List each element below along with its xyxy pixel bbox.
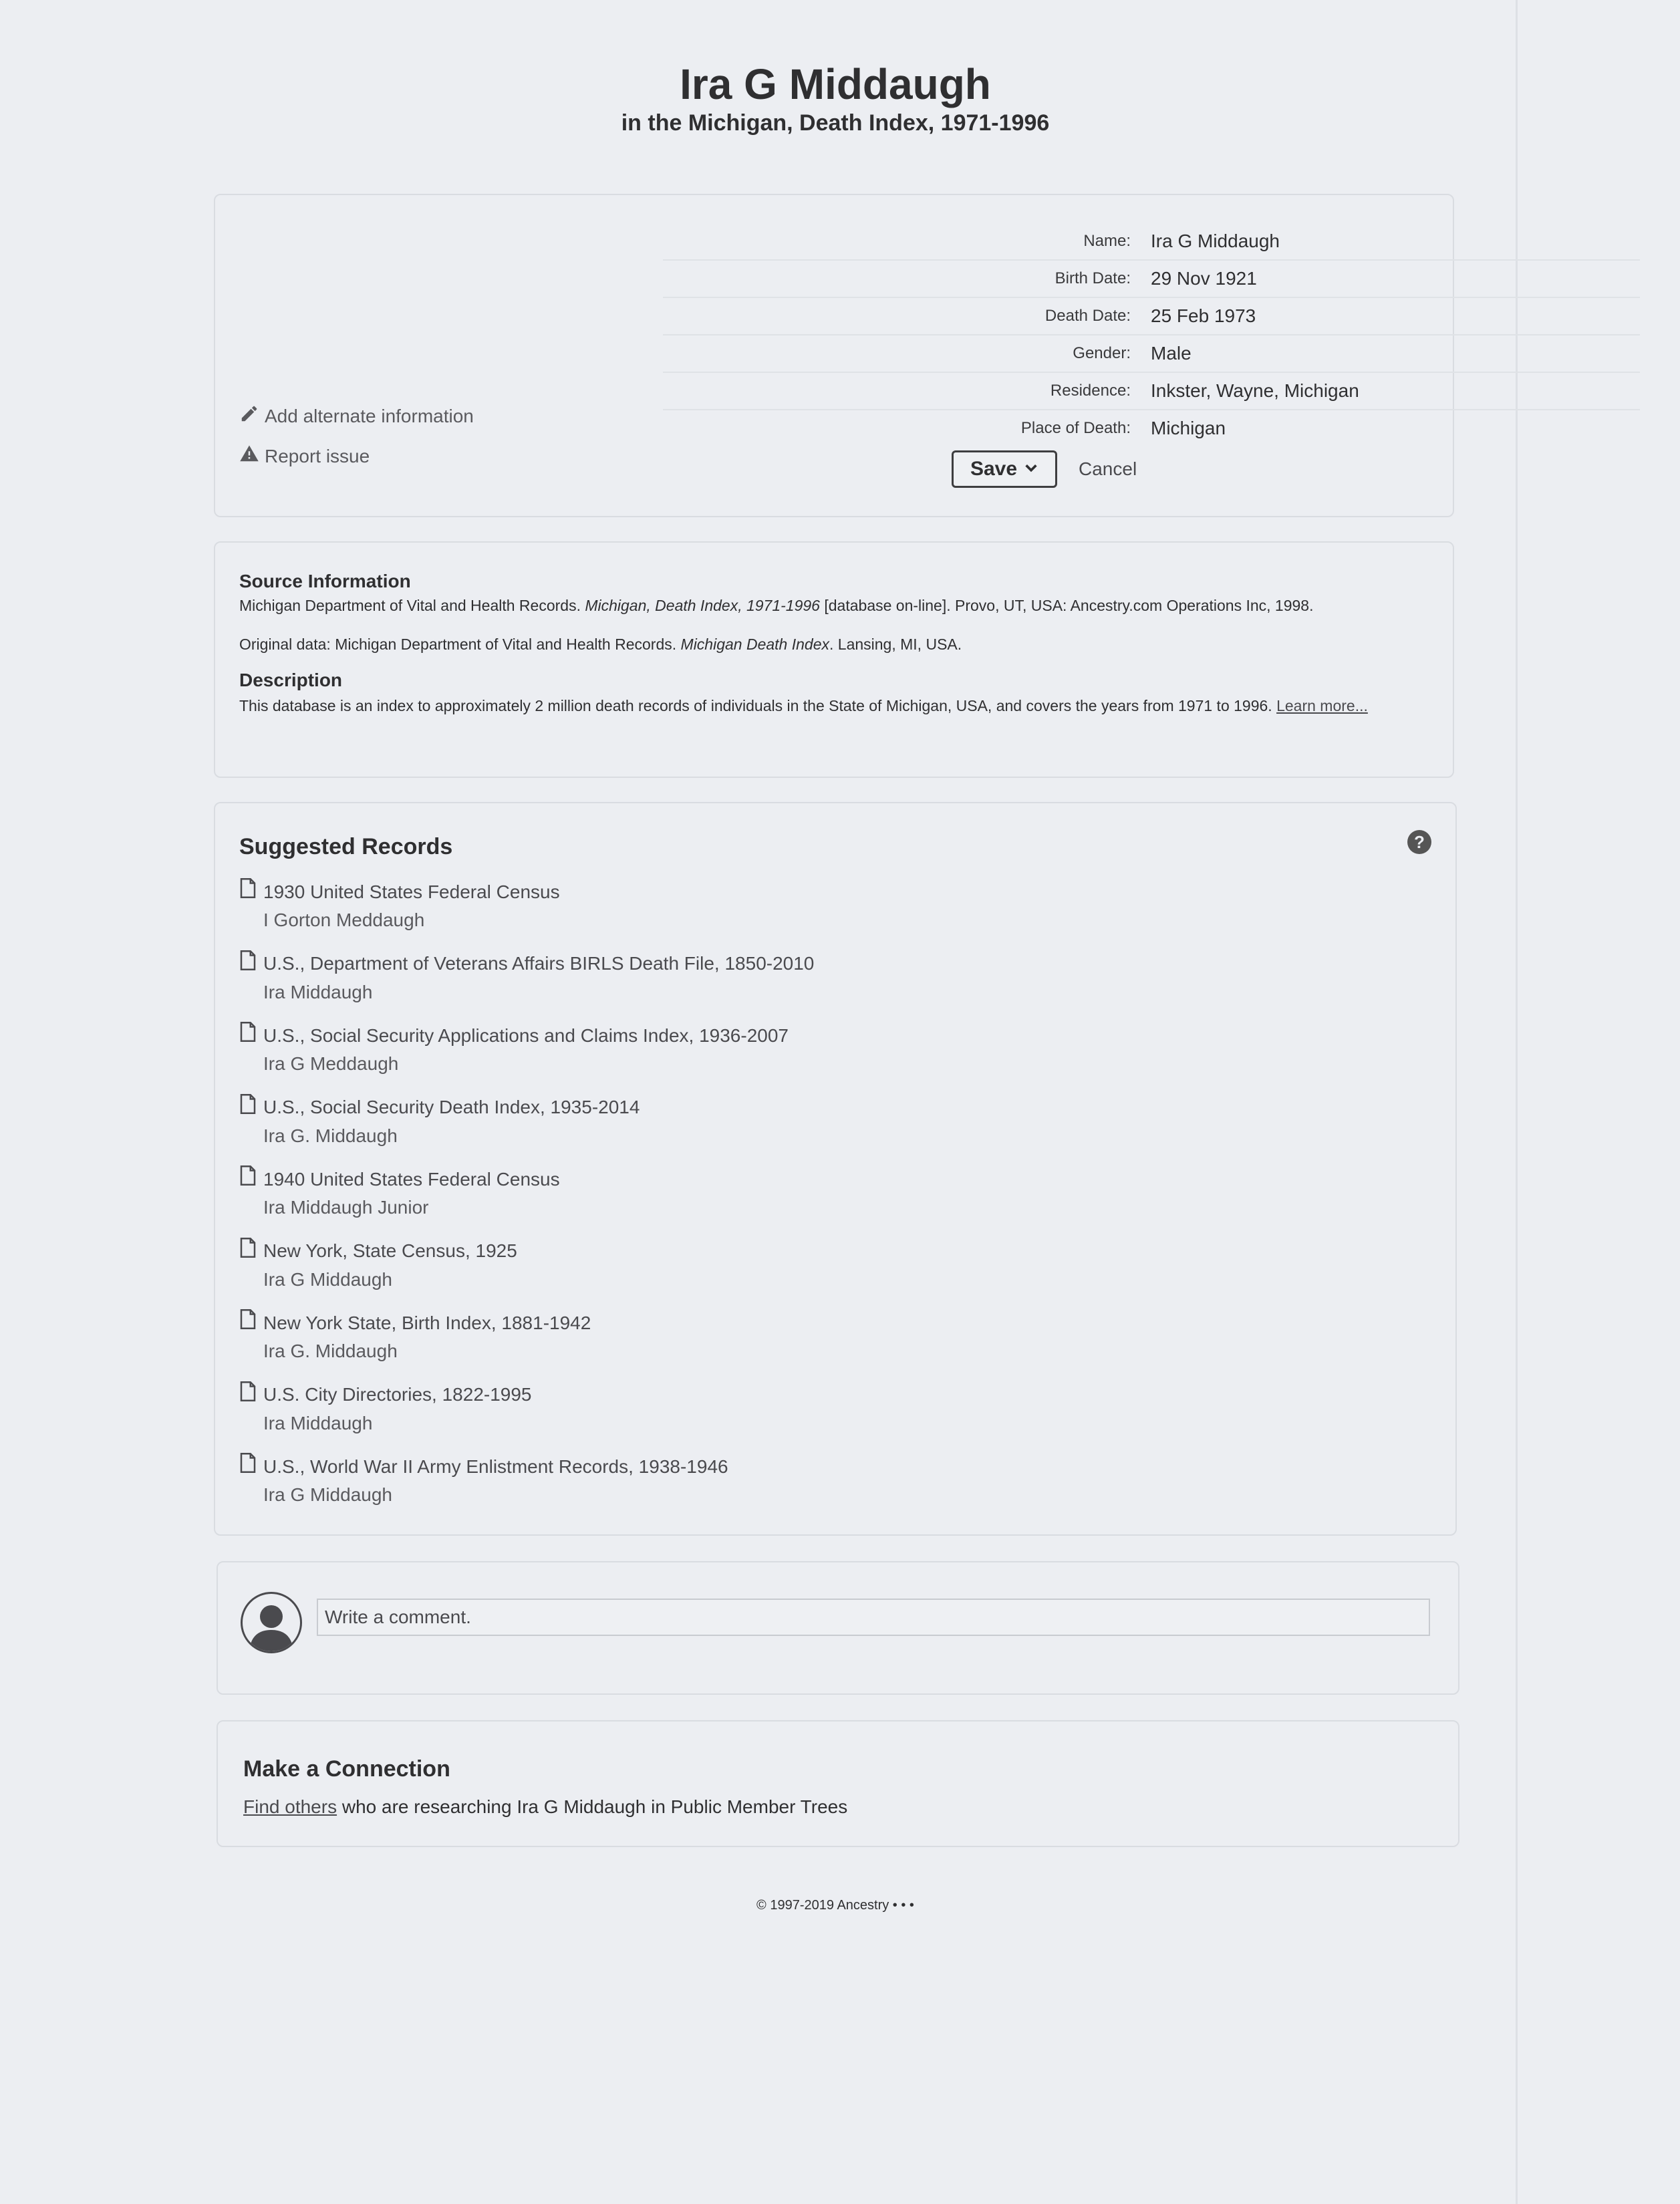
field-label: Death Date:: [1044, 307, 1131, 325]
record-title-link[interactable]: U.S. City Directories, 1822-1995: [263, 1384, 532, 1405]
learn-more-link[interactable]: Learn more...: [1276, 697, 1368, 714]
record-title-link[interactable]: U.S., World War II Army Enlistment Records, 1938-1946: [263, 1456, 728, 1477]
find-others-link[interactable]: Find others: [243, 1796, 337, 1817]
add-alternate-info-link[interactable]: [239, 404, 474, 428]
list-item[interactable]: [239, 950, 814, 1022]
field-row-gender: [663, 335, 1640, 373]
field-label: Residence:: [1050, 382, 1131, 400]
record-title-link[interactable]: U.S., Social Security Applications and Claims Index, 1936-2007: [263, 1024, 789, 1046]
description-text: [239, 691, 1429, 720]
list-item[interactable]: [239, 1453, 814, 1525]
comment-card: [217, 1561, 1459, 1695]
record-person-name: Ira G. Middaugh: [263, 1125, 398, 1146]
citation-text-1: Michigan Department of Vital and Health Records.: [239, 597, 585, 614]
list-item[interactable]: [239, 1165, 814, 1238]
document-icon: [239, 1381, 257, 1409]
original-data: [239, 631, 1429, 658]
record-person-name: Ira G Middaugh: [263, 1484, 392, 1505]
record-card: [214, 194, 1454, 517]
record-person-name: Ira G Middaugh: [263, 1268, 392, 1290]
original-text-1: Original data: Michigan Department of Vital and Health Records.: [239, 636, 681, 653]
report-issue-link[interactable]: [239, 444, 370, 468]
document-icon: [239, 1238, 257, 1265]
save-button[interactable]: [952, 450, 1057, 488]
chevron-down-icon: [1024, 458, 1038, 480]
field-value: Ira G Middaugh: [1151, 231, 1280, 251]
connection-description: who are researching Ira G Middaugh in Public Member Trees: [337, 1796, 848, 1817]
field-value: Michigan: [1151, 418, 1226, 438]
document-icon: [239, 878, 257, 906]
source-info-card: [214, 541, 1454, 778]
report-issue-label: Report issue: [265, 445, 370, 466]
original-title: Michigan Death Index: [680, 636, 829, 653]
record-person-name: Ira G. Middaugh: [263, 1341, 398, 1361]
suggested-records-heading: Suggested Records: [239, 834, 453, 859]
source-info-heading: Source Information: [239, 571, 411, 591]
field-value: Male: [1151, 343, 1192, 364]
field-value: Inkster, Wayne, Michigan: [1151, 380, 1359, 401]
field-row-name: [663, 223, 1640, 261]
page-title: Ira G Middaugh: [680, 60, 991, 108]
record-person-name: Ira Middaugh Junior: [263, 1197, 429, 1218]
description-body: This database is an index to approximately 2 million death records of individuals in the State of Michigan, USA, and covers the years from 1971 to 1996.: [239, 697, 1277, 714]
document-icon: [239, 1165, 257, 1193]
save-label: Save: [970, 458, 1018, 480]
warning-icon: [239, 444, 259, 468]
description-heading: Description: [239, 670, 343, 690]
add-alternate-info-label: Add alternate information: [265, 405, 474, 426]
make-connection-text: [243, 1796, 847, 1818]
field-label: Gender:: [1073, 344, 1131, 362]
comment-input[interactable]: [317, 1599, 1430, 1636]
field-label: Birth Date:: [1055, 269, 1131, 287]
document-icon: [239, 1022, 257, 1049]
avatar: [241, 1592, 302, 1653]
document-icon: [239, 950, 257, 978]
footer: [0, 1898, 1671, 1913]
field-row-death-date: [663, 298, 1640, 335]
copyright: © 1997-2019 Ancestry: [756, 1898, 889, 1913]
make-connection-card: [217, 1720, 1459, 1847]
record-title-link[interactable]: 1930 United States Federal Census: [263, 881, 560, 902]
document-icon: [239, 1094, 257, 1121]
record-person-name: I Gorton Meddaugh: [263, 910, 425, 930]
page-header: [0, 59, 1671, 136]
record-person-name: Ira Middaugh: [263, 981, 373, 1002]
record-fields: [663, 223, 1640, 446]
document-icon: [239, 1453, 257, 1480]
person-silhouette-icon: [243, 1594, 300, 1651]
make-connection-heading: Make a Connection: [243, 1756, 450, 1782]
field-row-birth-date: [663, 261, 1640, 298]
list-item[interactable]: [239, 1309, 814, 1381]
list-item[interactable]: [239, 1238, 814, 1310]
suggested-records-card: [214, 802, 1457, 1536]
field-label: Name:: [1083, 232, 1131, 250]
field-value: 29 Nov 1921: [1151, 268, 1257, 289]
original-text-2: . Lansing, MI, USA.: [829, 636, 962, 653]
record-person-name: Ira Middaugh: [263, 1412, 373, 1433]
suggested-records-list: [239, 878, 814, 1525]
record-title-link[interactable]: New York, State Census, 1925: [263, 1240, 517, 1261]
field-label: Place of Death:: [1020, 419, 1131, 437]
citation-title: Michigan, Death Index, 1971-1996: [585, 597, 820, 614]
source-citation: [239, 592, 1429, 619]
record-title-link[interactable]: U.S., Department of Veterans Affairs BIRLS Death File, 1850-2010: [263, 953, 815, 974]
list-item[interactable]: [239, 1022, 814, 1094]
list-item[interactable]: [239, 1094, 814, 1166]
cancel-button[interactable]: Cancel: [1079, 458, 1137, 479]
page-subtitle: in the Michigan, Death Index, 1971-1996: [621, 110, 1050, 136]
field-value: 25 Feb 1973: [1151, 305, 1256, 326]
record-title-link[interactable]: New York State, Birth Index, 1881-1942: [263, 1312, 591, 1333]
document-icon: [239, 1309, 257, 1337]
record-person-name: Ira G Meddaugh: [263, 1053, 399, 1074]
list-item[interactable]: [239, 1381, 814, 1454]
field-row-residence: [663, 373, 1640, 410]
list-item[interactable]: [239, 878, 814, 950]
footer-dots: • • •: [889, 1898, 914, 1913]
help-icon[interactable]: ?: [1407, 830, 1431, 854]
citation-text-2: [database on-line]. Provo, UT, USA: Ancestry.com Operations Inc, 1998.: [819, 597, 1314, 614]
record-title-link[interactable]: U.S., Social Security Death Index, 1935-2014: [263, 1097, 640, 1117]
field-row-place-of-death: [663, 410, 1640, 446]
pencil-icon: [239, 404, 259, 428]
record-title-link[interactable]: 1940 United States Federal Census: [263, 1168, 560, 1190]
